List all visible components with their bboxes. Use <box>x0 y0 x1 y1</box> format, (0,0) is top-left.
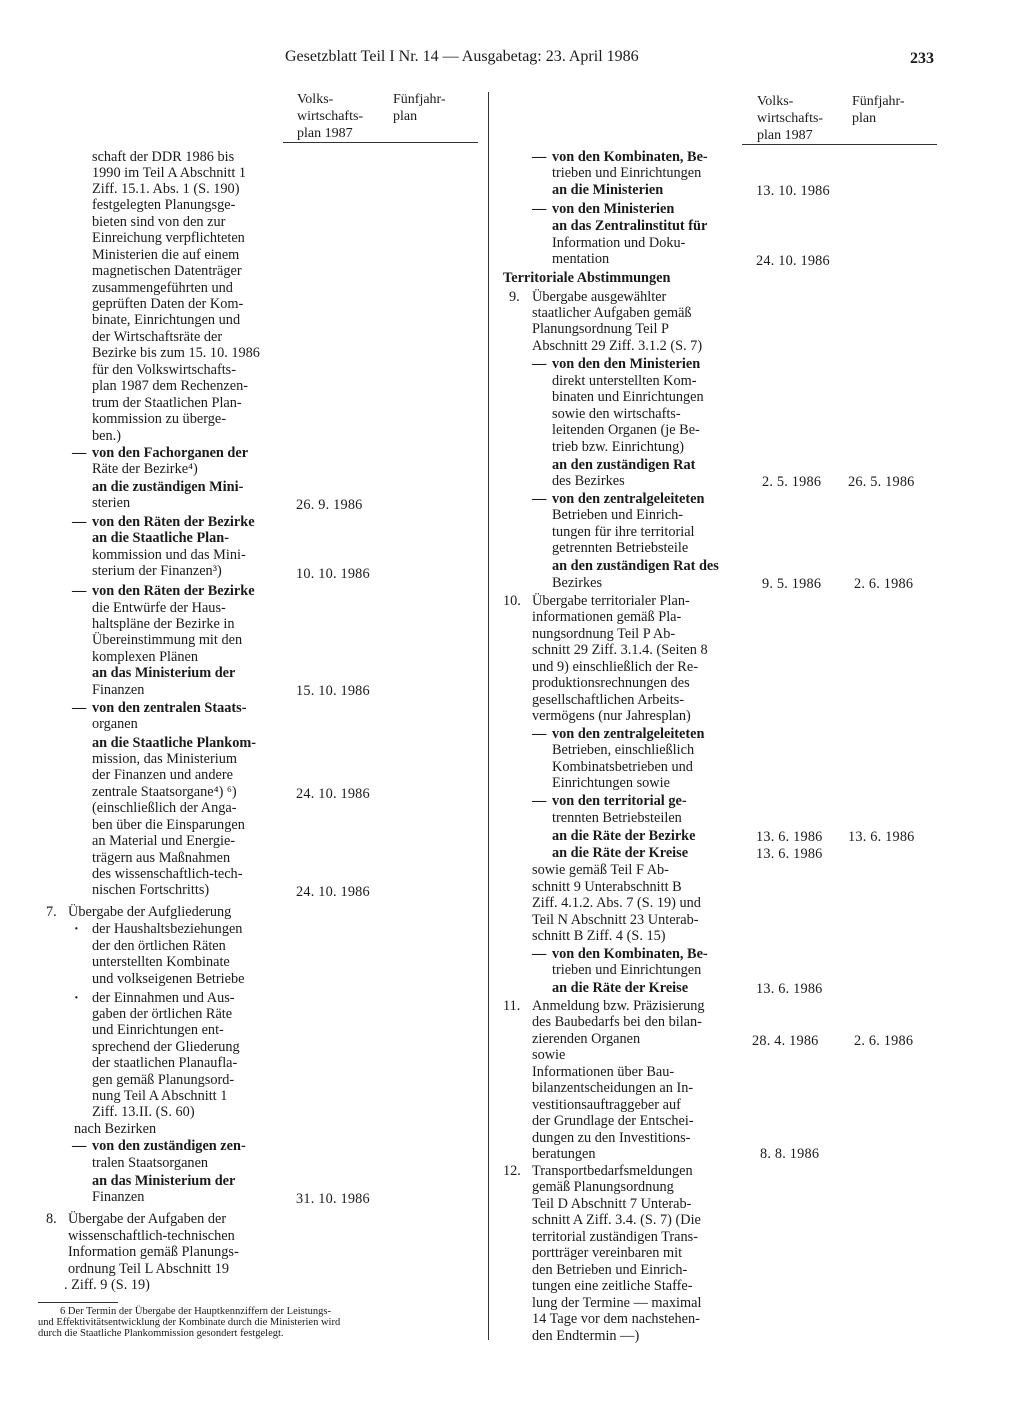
date-value: 2. 6. 1986 <box>854 1033 914 1049</box>
bold-term: an die zuständigen Mini- <box>92 479 244 495</box>
bullet-marker: · <box>74 990 79 1006</box>
text-line: direkt unterstellten Kom- <box>552 373 697 389</box>
date-value: 24. 10. 1986 <box>296 786 370 802</box>
footnote-line: 6 Der Termin der Übergabe der Hauptkennziffern der Leistungs- <box>60 1306 332 1317</box>
bold-term: von den zentralgeleiteten <box>552 491 705 507</box>
text-line: der Wirtschaftsräte der <box>92 329 223 345</box>
text-line: ben.) <box>92 428 121 444</box>
text-line: gemäß Planungsordnung <box>532 1179 674 1195</box>
text-line: getrennten Betriebsteile <box>552 540 689 556</box>
text-line <box>552 828 695 844</box>
date-value: 13. 6. 1986 <box>848 829 915 845</box>
dash-marker: — <box>72 514 87 530</box>
text-line: kommission und das Mini- <box>92 547 246 563</box>
bullet-marker: · <box>74 921 79 937</box>
bold-term: an die Ministerien <box>552 182 664 198</box>
text-line <box>552 149 708 165</box>
date-value: 26. 9. 1986 <box>296 497 363 513</box>
running-header: Gesetzblatt Teil I Nr. 14 — Ausgabetag: 23. April 1986 <box>285 48 639 65</box>
text-line: territorial zuständigen Trans- <box>532 1229 698 1245</box>
dash-marker: — <box>532 726 547 742</box>
bold-term: an die Räte der Kreise <box>552 980 689 996</box>
text-line: des Bezirkes <box>552 473 625 489</box>
footnote-line: durch die Staatliche Plankommission gesondert festgelegt. <box>38 1328 284 1339</box>
left-col-heading-plan-1987: Volks- wirtschafts- plan 1987 <box>297 92 364 141</box>
text-line: und Einrichtungen ent- <box>92 1022 224 1038</box>
date-value: 24. 10. 1986 <box>756 253 830 269</box>
text-line: der Haushaltsbeziehungen <box>92 921 243 937</box>
text-line <box>92 514 255 530</box>
text-line: tralen Staatsorganen <box>92 1155 209 1171</box>
text-line: beratungen <box>532 1146 596 1162</box>
text-line: Information und Doku- <box>552 235 686 251</box>
left-heading-rule <box>283 142 478 143</box>
text-line: trieben und Einrichtungen <box>552 165 702 181</box>
text-line: portträger vereinbaren mit <box>532 1245 683 1261</box>
text-line: (einschließlich der Anga- <box>92 800 237 816</box>
text-line <box>552 182 663 198</box>
bold-term: von den zentralen Staats- <box>92 700 247 716</box>
text-line: Übereinstimmung mit den <box>92 632 243 648</box>
text-line: Ziff. 4.1.2. Abs. 7 (S. 19) und <box>532 895 701 911</box>
text-line: haltspläne der Bezirke in <box>92 616 235 632</box>
bold-term: von den Kombinaten, Be- <box>552 946 708 962</box>
text-line: schnitt B Ziff. 4 (S. 15) <box>532 928 666 944</box>
date-value: 13. 6. 1986 <box>756 981 823 997</box>
text-line: der Grundlage der Entschei- <box>532 1113 694 1129</box>
text-line: und volkseigenen Betriebe <box>92 971 245 987</box>
text-line: 1990 im Teil A Abschnitt 1 <box>92 165 247 181</box>
text-line: Anmeldung bzw. Präzisierung <box>532 998 705 1014</box>
bold-term: von den Ministerien <box>552 201 675 217</box>
bold-term: von den Räten der Bezirke <box>92 583 255 599</box>
bold-term: an das Ministerium der <box>92 665 236 681</box>
dash-marker: — <box>532 149 547 165</box>
date-value: 2. 6. 1986 <box>854 576 914 592</box>
page-number: 233 <box>910 50 934 67</box>
text-line <box>92 583 255 599</box>
text-line: der Einnahmen und Aus- <box>92 990 235 1006</box>
bold-term: an die Staatliche Plankom- <box>92 735 257 751</box>
text-line <box>92 735 256 751</box>
text-line: Abschnitt 29 Ziff. 3.1.2 (S. 7) <box>532 338 703 354</box>
right-col-heading-fuenfjahrplan: Fünfjahr- plan <box>852 94 905 126</box>
text-line: wissenschaftlich-technischen <box>68 1228 235 1244</box>
bold-term: an den zuständigen Rat des <box>552 558 719 574</box>
text-line: nischen Fortschritts) <box>92 882 210 898</box>
text-line: sprechend der Gliederung <box>92 1039 240 1055</box>
text-line: komplexen Plänen <box>92 649 199 665</box>
date-value: 9. 5. 1986 <box>762 576 822 592</box>
text-line: des Baubedarfs bei den bilan- <box>532 1014 702 1030</box>
text-line: sowie gemäß Teil F Ab- <box>532 862 669 878</box>
text-line: schnitt 29 Ziff. 3.1.4. (Seiten 8 <box>532 642 708 658</box>
bold-term: an die Staatliche Plan- <box>92 530 230 546</box>
footnote-rule <box>38 1302 118 1303</box>
text-line: Übergabe territorialer Plan- <box>532 593 690 609</box>
text-line: Teil N Abschnitt 23 Unterab- <box>532 912 699 928</box>
text-line: Finanzen <box>92 682 145 698</box>
date-value: 13. 6. 1986 <box>756 829 823 845</box>
column-divider <box>488 92 489 1340</box>
dash-marker: — <box>72 700 87 716</box>
bold-term: von den zentralgeleiteten <box>552 726 705 742</box>
bold-term: an den zuständigen Rat <box>552 457 696 473</box>
text-line: die Entwürfe der Haus- <box>92 600 226 616</box>
text-line <box>552 845 688 861</box>
text-line: sterium der Finanzen³) <box>92 563 222 579</box>
text-line: festgelegten Planungsge- <box>92 197 236 213</box>
text-line: vestitionsauftraggeber auf <box>532 1097 681 1113</box>
bold-term: an die Räte der Bezirke <box>552 828 696 844</box>
text-line: staatlicher Aufgaben gemäß <box>532 305 692 321</box>
text-line: der den örtlichen Räten <box>92 938 226 954</box>
text-line: schnitt 9 Unterabschnitt B <box>532 879 682 895</box>
text-line: dungen zu den Investitions- <box>532 1130 691 1146</box>
bold-term: an das Zentralinstitut für <box>552 218 708 234</box>
text-line: Informationen über Bau- <box>532 1064 675 1080</box>
footnote-line: und Effektivitätsentwicklung der Kombinate durch die Ministerien wird <box>38 1317 341 1328</box>
dash-marker: — <box>532 491 547 507</box>
item-number: 8. <box>46 1211 57 1227</box>
text-line: mentation <box>552 251 610 267</box>
text-line: für den Volkswirtschafts- <box>92 362 237 378</box>
text-line <box>552 558 719 574</box>
text-line: trieben und Einrichtungen <box>552 962 702 978</box>
text-line: des wissenschaftlich-tech- <box>92 866 243 882</box>
text-line: bilanzentscheidungen an In- <box>532 1080 694 1096</box>
text-line: Übergabe ausgewählter <box>532 289 667 305</box>
text-line: ben über die Einsparungen <box>92 817 245 833</box>
text-line: gaben der örtlichen Räte <box>92 1006 233 1022</box>
text-line: produktionsrechnungen des <box>532 675 690 691</box>
text-line: plan 1987 dem Rechenzen- <box>92 378 249 394</box>
text-line: bieten sind von den zur <box>92 214 226 230</box>
text-line: Ziff. 13.II. (S. 60) <box>92 1104 195 1120</box>
text-line: trieb bzw. Einrichtung) <box>552 439 685 455</box>
bold-term: von den den Ministerien <box>552 356 701 372</box>
text-line: . Ziff. 9 (S. 19) <box>64 1277 150 1293</box>
dash-marker: — <box>72 583 87 599</box>
text-line: trägern aus Maßnahmen <box>92 850 231 866</box>
text-line: zierenden Organen <box>532 1031 641 1047</box>
text-line: magnetischen Datenträger <box>92 263 242 279</box>
text-line: tungen eine zeitliche Staffe- <box>532 1278 693 1294</box>
date-value: 26. 5. 1986 <box>848 474 915 490</box>
bold-term: an das Ministerium der <box>92 1173 236 1189</box>
text-line: den Endtermin —) <box>532 1328 640 1344</box>
bold-term: von den zuständigen zen- <box>92 1138 246 1154</box>
text-line: tungen für ihre territorial <box>552 524 695 540</box>
text-line <box>552 457 695 473</box>
text-line <box>92 530 229 546</box>
text-line: Information gemäß Planungs- <box>68 1244 239 1260</box>
text-line: Räte der Bezirke⁴) <box>92 461 198 477</box>
item-number: 10. <box>503 593 521 609</box>
text-line: schaft der DDR 1986 bis <box>92 149 235 165</box>
text-line: Bezirkes <box>552 575 603 591</box>
date-value: 10. 10. 1986 <box>296 566 370 582</box>
text-line: leitenden Organen (je Be- <box>552 422 700 438</box>
section-heading: Territoriale Abstimmungen <box>503 270 671 286</box>
text-line: Bezirke bis zum 15. 10. 1986 <box>92 345 260 361</box>
text-line: Ministerien die auf einem <box>92 247 240 263</box>
text-line: mission, das Ministerium <box>92 751 237 767</box>
text-line <box>552 793 687 809</box>
text-line: Betrieben und Einrich- <box>552 507 684 523</box>
text-line: schnitt A Ziff. 3.4. (S. 7) (Die <box>532 1212 701 1228</box>
text-line: Einrichtungen sowie <box>552 775 670 791</box>
date-value: 28. 4. 1986 <box>752 1033 819 1049</box>
item-number: 12. <box>503 1163 521 1179</box>
text-line: nach Bezirken <box>74 1121 157 1137</box>
text-line: der Finanzen und andere <box>92 767 233 783</box>
text-line: Übergabe der Aufgliederung <box>68 904 232 920</box>
date-value: 31. 10. 1986 <box>296 1191 370 1207</box>
text-line: ordnung Teil L Abschnitt 19 <box>68 1261 230 1277</box>
text-line: binate, Einrichtungen und <box>92 312 241 328</box>
dash-marker: — <box>532 793 547 809</box>
right-heading-rule <box>742 144 937 145</box>
text-line: informationen gemäß Pla- <box>532 609 682 625</box>
text-line: trum der Staatlichen Plan- <box>92 395 242 411</box>
text-line: Betrieben, einschließlich <box>552 742 695 758</box>
text-line: Planungsordnung Teil P <box>532 321 669 337</box>
text-line <box>552 491 704 507</box>
text-line: Einreichung verpflichteten <box>92 230 245 246</box>
text-line: Übergabe der Aufgaben der <box>68 1211 227 1227</box>
text-line: den Betrieben und Einrich- <box>532 1262 688 1278</box>
text-line <box>92 1138 246 1154</box>
text-line: der staatlichen Planaufla- <box>92 1055 238 1071</box>
text-line: an Material und Energie- <box>92 833 236 849</box>
text-line: sowie <box>532 1047 566 1063</box>
text-line: zusammengeführten und <box>92 280 233 296</box>
text-line: unterstellten Kombinate <box>92 954 230 970</box>
text-line <box>92 665 235 681</box>
text-line: Ziff. 15.1. Abs. 1 (S. 190) <box>92 181 240 197</box>
text-line: zentrale Staatsorgane⁴) ⁶) <box>92 784 237 800</box>
text-line: sterien <box>92 495 131 511</box>
bold-term: von den territorial ge- <box>552 793 687 809</box>
text-line <box>552 946 708 962</box>
dash-marker: — <box>532 356 547 372</box>
text-line <box>92 479 243 495</box>
text-line <box>92 700 246 716</box>
date-value: 24. 10. 1986 <box>296 884 370 900</box>
text-line: Transportbedarfsmeldungen <box>532 1163 693 1179</box>
bold-term: von den Kombinaten, Be- <box>552 149 708 165</box>
text-line: geprüften Daten der Kom- <box>92 296 244 312</box>
item-number: 9. <box>509 289 520 305</box>
dash-marker: — <box>72 445 87 461</box>
text-line: nungsordnung Teil P Ab- <box>532 626 676 642</box>
text-line: trennten Betriebsteilen <box>552 810 682 826</box>
text-line <box>552 201 674 217</box>
right-col-heading-plan-1987: Volks- wirtschafts- plan 1987 <box>757 94 824 143</box>
left-col-heading-fuenfjahrplan: Fünfjahr- plan <box>393 92 446 124</box>
bold-term: von den Räten der Bezirke <box>92 514 255 530</box>
text-line: nung Teil A Abschnitt 1 <box>92 1088 228 1104</box>
text-line <box>92 1173 235 1189</box>
dash-marker: — <box>532 201 547 217</box>
text-line <box>552 980 688 996</box>
date-value: 2. 5. 1986 <box>762 474 822 490</box>
dash-marker: — <box>532 946 547 962</box>
text-line: vermögens (nur Jahresplan) <box>532 708 691 724</box>
text-line: 14 Tage vor dem nachstehen- <box>532 1311 700 1327</box>
text-line: gen gemäß Planungsord- <box>92 1072 235 1088</box>
bold-term: von den Fachorganen der <box>92 445 249 461</box>
text-line: kommission zu überge- <box>92 411 226 427</box>
bold-term: an die Räte der Kreise <box>552 845 689 861</box>
date-value: 8. 8. 1986 <box>760 1146 820 1162</box>
date-value: 13. 6. 1986 <box>756 846 823 862</box>
text-line <box>552 218 707 234</box>
date-value: 15. 10. 1986 <box>296 683 370 699</box>
text-line <box>92 445 248 461</box>
date-value: 13. 10. 1986 <box>756 183 830 199</box>
dash-marker: — <box>72 1138 87 1154</box>
text-line: und 9) einschließlich der Re- <box>532 659 698 675</box>
text-line: Kombinatsbetrieben und <box>552 759 693 775</box>
text-line: lung der Termine — maximal <box>532 1295 702 1311</box>
text-line: Teil D Abschnitt 7 Unterab- <box>532 1196 692 1212</box>
item-number: 7. <box>46 904 57 920</box>
text-line <box>552 356 700 372</box>
item-number: 11. <box>503 998 521 1014</box>
text-line: gesellschaftlichen Arbeits- <box>532 692 685 708</box>
text-line <box>552 726 704 742</box>
text-line: organen <box>92 716 138 732</box>
text-line: Finanzen <box>92 1189 145 1205</box>
text-line: sowie den wirtschafts- <box>552 406 681 422</box>
text-line: binaten und Einrichtungen <box>552 389 704 405</box>
